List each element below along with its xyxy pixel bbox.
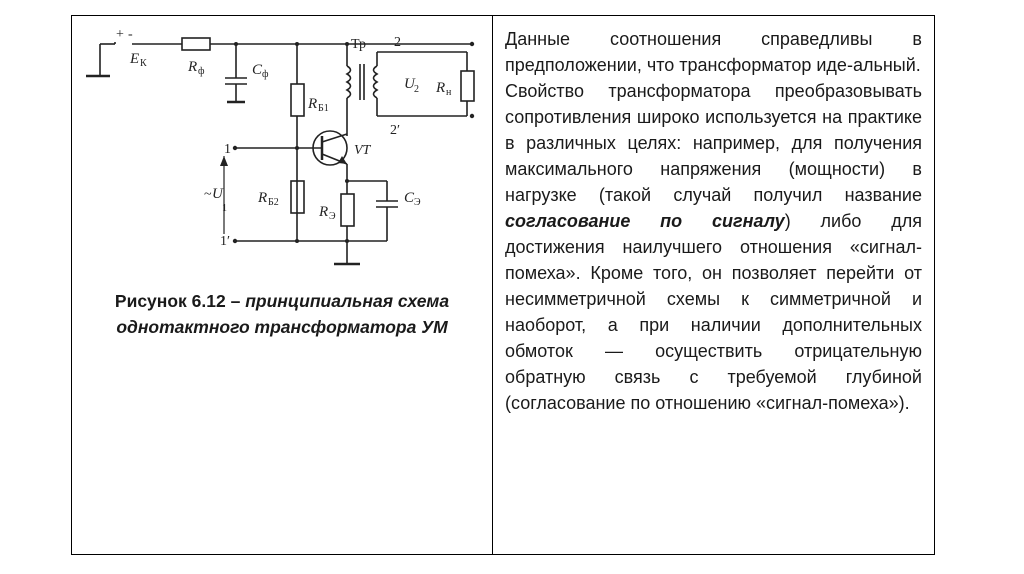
u2-label: U [404,76,415,92]
re-sub: Э [329,211,336,222]
u1-prefix: ~ [204,187,212,202]
rb1-sub: Б1 [318,103,329,114]
paragraph-2-start: Свойство трансформатора преобразовывать сопротивления широко используется на практике в различных целях: например, для получения максимального напряжения (мощности) в нагрузке (такой случай получил название [505,81,922,205]
cf-sub: ф [262,69,269,80]
re-label: R [319,204,329,220]
plus-label: + [116,27,124,42]
rb2-sub: Б2 [268,197,279,208]
rn-label: R [436,80,446,96]
caption-prefix: Рисунок 6.12 – [114,291,246,311]
u2-sub: 2 [414,84,419,95]
ce-label: C [404,190,415,206]
ce-sub: Э [414,197,421,208]
u1-label: U [212,186,223,202]
paragraph-2-end: ) либо для достижения наилучшего отношения «сигнал-помеха». Кроме того, он позволяет перейти от несимметричной схемы к симметричной и наоборот, а при наличии дополнительных обмоток — осуществить отрицательную обратную связь с требуемой глубиной (согласование по отношению «сигнал-помеха»). [505,211,922,413]
rb2-label: R [258,190,268,206]
text-cell [493,16,934,554]
node1-label: 1 [224,142,231,157]
rb1-label: R [308,96,318,112]
vt-label: VT [354,143,371,158]
node2p-label: 2′ [390,123,401,138]
cf-label: C [252,62,263,78]
ek-label: E [130,51,140,67]
paragraph-1: Данные соотношения справедливы в предположении, что трансформатор иде-альный. [505,29,922,75]
rn-sub: н [446,87,452,98]
body-text [505,26,922,416]
rf-sub: ф [198,66,205,77]
node2-label: 2 [394,35,401,50]
figure-caption [92,288,472,340]
node1p-label: 1′ [220,234,231,249]
minus-label: - [128,27,133,42]
figure-cell [72,16,493,554]
u1-sub: 1 [222,203,227,214]
paragraph-2 [505,78,922,416]
content-table [71,15,935,555]
tr-label: Тр [351,37,367,52]
ek-sub: К [140,58,147,69]
paragraph-2-emphasis: согласование по сигналу [505,211,785,231]
rf-label: R [188,59,198,75]
amplifier-circuit-diagram [72,16,492,281]
caption-italic: принципиальная схема однотактного трансформатора УМ [116,291,450,337]
